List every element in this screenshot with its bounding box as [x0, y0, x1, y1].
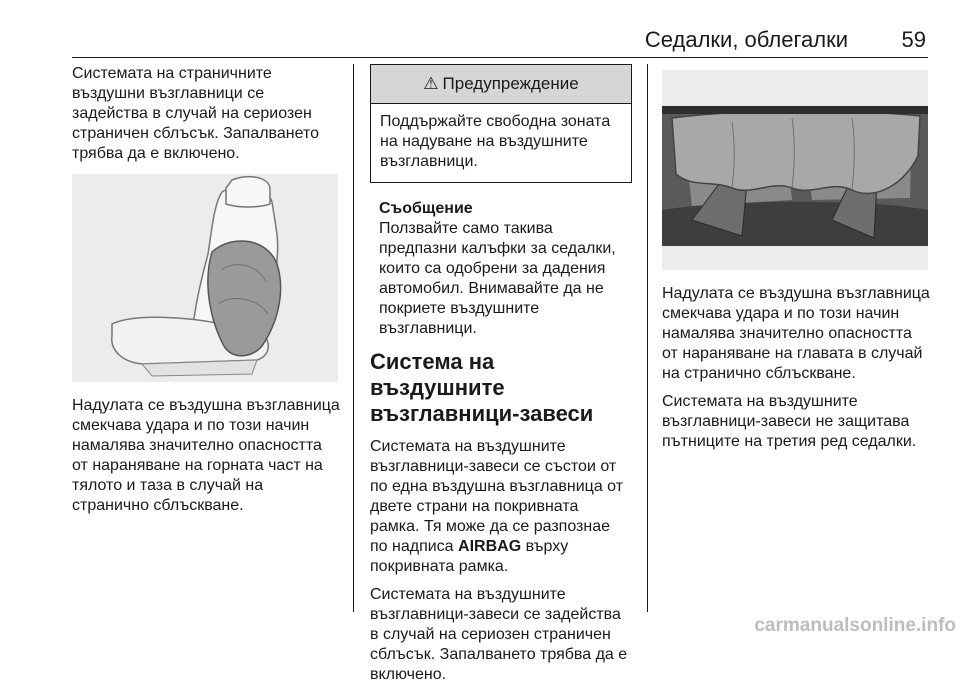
curtain-airbag-caption: Надулата се въздушна възглавница смекчава удара и по този начин намалява значително опасността от нараняване на главата в случай на странично сблъскване.	[662, 285, 930, 382]
column-3	[662, 64, 930, 460]
column-divider-right	[647, 64, 648, 612]
seat-airbag-illustration	[72, 174, 338, 382]
note-text: Ползвайте само такива предпазни калъфки за седалки, които са одобрени за дадения автомобил. Внимавайте да не покриете въздушните възглавници.	[379, 220, 616, 337]
side-airbag-caption: Надулата се въздушна възглавница смекчава удара и по този начин намалява значително опасността от нараняване на горната част на тялото и таза в случай на странично сблъскване.	[72, 397, 340, 514]
site-watermark: carmanualsonline.info	[754, 615, 956, 636]
warning-box	[370, 64, 632, 183]
para1-end: върху покривната рамка.	[370, 538, 569, 575]
column-2	[370, 64, 632, 693]
page-number: 59	[901, 27, 926, 52]
airbag-label: AIRBAG	[458, 538, 522, 555]
curtain-airbag-para2: Системата на въздушните възглавници-завеси се задейства в случай на сериозен страничен сблъсък. Запалването трябва да е включено.	[370, 586, 628, 683]
header-rule	[72, 57, 928, 58]
section-heading: Система на въздушните възглавници-завеси	[370, 349, 594, 426]
warning-triangle-icon: ⚠	[423, 74, 439, 93]
curtain-airbag-para1	[370, 437, 632, 577]
warning-text: Поддържайте свободна зоната на надуване на въздушните възглавници.	[380, 113, 611, 170]
note-title: Съобщение	[379, 200, 473, 217]
warning-header	[371, 65, 631, 104]
curtain-airbag-illustration	[662, 70, 928, 270]
para1-start: Системата на въздушните възглавници-завеси се състои от по една въздушна възглавница от двете страни на покривната рамка. Тя може да се разпознае по надписа	[370, 438, 624, 555]
side-airbag-intro: Системата на страничните въздушни възглавници се задейства в случай на сериозен страничен сблъсък. Запалването трябва да е включено.	[72, 65, 320, 162]
note-block	[379, 199, 632, 339]
third-row-note: Системата на въздушните възглавници-завеси не защитава пътниците на третия ред седалки.	[662, 393, 917, 450]
curtain-airbag-drawing	[662, 70, 928, 270]
column-1	[72, 64, 342, 524]
column-divider-left	[353, 64, 354, 612]
header-title: Седалки, облегалки	[644, 27, 848, 52]
warning-title: Предупреждение	[442, 74, 579, 93]
seat-airbag-drawing	[72, 174, 338, 382]
